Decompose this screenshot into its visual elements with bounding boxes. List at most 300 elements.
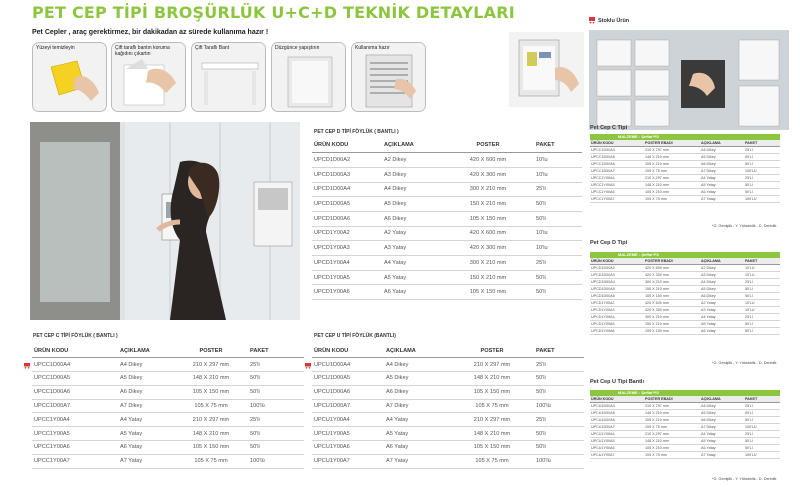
cell-code: UPCU1D00A4 [590, 403, 644, 410]
cell-poster: 300 X 210 mm [644, 314, 700, 321]
cell-pack: 25'Lİ [744, 403, 780, 410]
table-row [312, 441, 584, 455]
cell-code: UPCC1D00A4 [32, 358, 118, 372]
column-header-desc: AÇIKLAMA [118, 344, 174, 358]
cell-code: UPCC1Y00A5 [590, 182, 644, 189]
ready-to-use-illustration [352, 43, 426, 112]
cell-desc: A4 Yatay [700, 175, 744, 182]
column-header-desc: AÇIKLAMA [700, 396, 744, 403]
column-header-code: ÜRÜN KODU [312, 344, 384, 358]
cell-pack: 100'lü [534, 399, 584, 413]
cell-pack: 10'lu [534, 153, 582, 168]
column-header-desc: AÇIKLAMA [700, 140, 744, 147]
cell-pack: 25'li [534, 182, 582, 197]
cell-desc: A7 Dikey [700, 424, 744, 431]
cell-poster: 148 X 210 mm [644, 182, 700, 189]
cell-code: UPCC1Y00A4 [32, 413, 118, 427]
cell-pack: 10'LU [744, 265, 780, 272]
cell-pack: 25'Lİ [744, 431, 780, 438]
cell-code: UPCD1Y00A3 [590, 307, 644, 314]
cell-desc: A2 Yatay [382, 226, 442, 241]
cell-desc: A3 Dikey [700, 272, 744, 279]
cell-desc: A7 Yatay [700, 196, 744, 203]
cell-poster: 105 X 75 mm [644, 452, 700, 459]
cell-code: UPCD1Y00A2 [590, 300, 644, 307]
cell-desc: A5 Yatay [700, 321, 744, 328]
cell-desc: A4 Dikey [700, 147, 744, 154]
cell-poster: 148 X 210 mm [644, 410, 700, 417]
cell-poster: 105 X 210 mm [644, 161, 700, 168]
cell-pack: 50'li [534, 270, 582, 285]
cell-poster: 105 X 75 mm [644, 196, 700, 203]
cell-desc: A2 Dikey [700, 265, 744, 272]
cell-desc: A5 Dikey [700, 286, 744, 293]
step-label: Kullanıma hazır [355, 45, 390, 51]
cell-code: UPCC1D00A5 [32, 372, 118, 386]
cell-pack: 25'li [534, 413, 584, 427]
cell-pack: 10'lu [534, 241, 582, 256]
cell-desc: A5 Dikey [700, 154, 744, 161]
table-row [32, 399, 304, 413]
cell-pack: 10'lu [534, 226, 582, 241]
cell-pack: 100'lü [248, 399, 304, 413]
cell-pack: 50'li [534, 211, 582, 226]
cell-code: UPCC1Y00A7 [32, 454, 118, 468]
cell-poster: 210 X 297 mm [644, 147, 700, 154]
spec-table-u-grid [590, 396, 780, 459]
cell-code: UPCC1Y00A4 [590, 175, 644, 182]
cell-code: UPCU1D00A6 [312, 385, 384, 399]
material-label: MALZEME : Şeffaf PS [590, 252, 780, 258]
cell-pack: 50'Lİ [744, 182, 780, 189]
table-row [590, 300, 780, 307]
cell-pack: 50'Lİ [744, 161, 780, 168]
cell-poster: 150 X 210 mm [644, 321, 700, 328]
section-title-c: PET CEP C TİPİ FÖYLÜK ( BANTLI ) [33, 333, 118, 339]
column-header-poster: POSTER EBADI [644, 258, 700, 265]
cell-poster: 420 X 300 mm [644, 272, 700, 279]
table-row [312, 270, 582, 285]
stock-marker-icon [305, 362, 312, 369]
cell-pack: 50'li [534, 372, 584, 386]
cell-code: UPCU1Y00A5 [590, 438, 644, 445]
cell-desc: A5 Dikey [700, 410, 744, 417]
table-row [32, 427, 304, 441]
table-row [590, 265, 780, 272]
cell-code: UPCU1D00A4 [312, 358, 384, 372]
cell-poster: 148 X 210 mm [644, 154, 700, 161]
cell-poster: 210 X 297 mm [644, 431, 700, 438]
cell-pack: 100'lü [534, 454, 584, 468]
cell-pack: 10'LU [744, 272, 780, 279]
cell-desc: A4 Dikey [382, 182, 442, 197]
cell-poster: 210 X 297 mm [644, 403, 700, 410]
cell-pack: 50'Lİ [744, 417, 780, 424]
cell-poster: 420 X 600 mm [442, 226, 534, 241]
cell-pack: 50'li [248, 372, 304, 386]
cell-desc: A5 Yatay [384, 427, 450, 441]
cell-code: UPCU1Y00A4 [590, 431, 644, 438]
cell-poster: 148 X 210 mm [174, 427, 248, 441]
cell-desc: A6 Yatay [700, 189, 744, 196]
cell-desc: A4 Yatay [118, 413, 174, 427]
cell-desc: A7 Dikey [700, 168, 744, 175]
cell-desc: A6 Yatay [700, 328, 744, 335]
cell-code: UPCD1Y00A5 [590, 321, 644, 328]
column-header-pack: PAKET [534, 344, 584, 358]
cell-pack: 50'Lİ [744, 328, 780, 335]
cell-pack: 25'Lİ [744, 147, 780, 154]
cell-poster: 210 X 297 mm [644, 175, 700, 182]
cell-code: UPCC1Y00A5 [32, 427, 118, 441]
cell-pack: 100'lü [248, 454, 304, 468]
cell-code: UPCU1Y00A5 [312, 427, 384, 441]
cell-code: UPCD1D00A5 [312, 197, 382, 212]
cell-desc: A5 Dikey [384, 372, 450, 386]
table-row [590, 417, 780, 424]
cell-code: UPCD1Y00A6 [312, 285, 382, 300]
cell-poster: 150 X 210 mm [442, 270, 534, 285]
table-row [312, 454, 584, 468]
table-row [312, 285, 582, 300]
cell-pack: 25'li [248, 413, 304, 427]
cell-poster: 105 X 210 mm [644, 189, 700, 196]
table-row [312, 211, 582, 226]
office-photo [30, 122, 300, 320]
table-row [590, 438, 780, 445]
table-row [32, 441, 304, 455]
cell-poster: 105 X 75 mm [450, 399, 534, 413]
cell-pack: 50'Lİ [744, 189, 780, 196]
cell-desc: A4 Dikey [118, 358, 174, 372]
cell-desc: A2 Yatay [700, 300, 744, 307]
cleaning-cloth-illustration [33, 43, 107, 112]
cell-code: UPCD1D00A2 [312, 153, 382, 168]
cell-code: UPCU1D00A5 [590, 410, 644, 417]
material-label: MALZEME : Şeffaf PS [590, 134, 780, 140]
cell-pack: 50'Lİ [744, 293, 780, 300]
cell-poster: 300 X 210 mm [442, 256, 534, 271]
cell-poster: 210 X 297 mm [450, 358, 534, 372]
cell-pack: 50'Lİ [744, 438, 780, 445]
table-row [32, 454, 304, 468]
display-photo [589, 30, 789, 130]
cell-pack: 50'Lİ [744, 321, 780, 328]
cell-code: UPCD1D00A4 [312, 182, 382, 197]
column-header-pack: PAKET [248, 344, 304, 358]
cell-desc: A6 Dikey [700, 161, 744, 168]
column-header-desc: AÇIKLAMA [700, 258, 744, 265]
cell-code: UPCU1D00A5 [312, 372, 384, 386]
table-row [590, 196, 780, 203]
cell-pack: 50'Lİ [744, 154, 780, 161]
table-row [312, 226, 582, 241]
spec-title-c: Pet Cep C Tipi [590, 125, 628, 131]
table-row [312, 427, 584, 441]
cell-pack: 25'Lİ [744, 279, 780, 286]
cell-poster: 148 X 210 mm [174, 372, 248, 386]
table-row [312, 399, 584, 413]
cell-poster: 420 X 300 mm [644, 307, 700, 314]
cell-pack: 10'lu [534, 167, 582, 182]
cell-code: UPCD1D00A6 [312, 211, 382, 226]
cell-poster: 420 X 600 mm [644, 300, 700, 307]
cell-desc: A5 Yatay [382, 270, 442, 285]
step-label: Düzgünce yapıştırın [275, 45, 320, 51]
spec-footnote: *G. Genişlik - Y. Yükseklik - D. Derinlik [712, 361, 777, 365]
table-row [312, 372, 584, 386]
cell-desc: A7 Yatay [384, 454, 450, 468]
column-header-poster: POSTER EBADI [644, 140, 700, 147]
cell-desc: A5 Yatay [700, 438, 744, 445]
column-header-code: ÜRÜN KODU [590, 396, 644, 403]
cell-desc: A3 Yatay [700, 307, 744, 314]
cell-code: UPCU1Y00A7 [312, 454, 384, 468]
cell-desc: A5 Dikey [118, 372, 174, 386]
cell-poster: 105 X 75 mm [174, 399, 248, 413]
table-row [590, 182, 780, 189]
table-row [32, 358, 304, 372]
cell-desc: A6 Yatay [382, 285, 442, 300]
cell-poster: 210 X 297 mm [174, 413, 248, 427]
cell-poster: 105 X 150 mm [442, 211, 534, 226]
table-row [590, 314, 780, 321]
cell-pack: 50'li [534, 385, 584, 399]
cell-pack: 100'LÜ [744, 424, 780, 431]
cell-poster: 105 X 210 mm [644, 445, 700, 452]
cell-code: UPCD1Y00A2 [312, 226, 382, 241]
cell-code: UPCU1D00A6 [590, 417, 644, 424]
cell-pack: 50'li [534, 285, 582, 300]
cell-code: UPCD1D00A3 [590, 272, 644, 279]
cell-code: UPCU1Y00A6 [590, 445, 644, 452]
cell-pack: 50'li [534, 427, 584, 441]
cell-poster: 105 X 210 mm [644, 417, 700, 424]
spec-table-d [590, 252, 780, 335]
cell-code: UPCD1Y00A4 [590, 314, 644, 321]
cell-poster: 105 X 150 mm [450, 385, 534, 399]
column-header-code: ÜRÜN KODU [312, 138, 382, 153]
cell-pack: 10'LU [744, 307, 780, 314]
cell-code: UPCC1Y00A6 [32, 441, 118, 455]
cell-poster: 105 X 75 mm [174, 454, 248, 468]
table-row [590, 410, 780, 417]
cell-pack: 25'Lİ [744, 314, 780, 321]
cell-poster: 105 X 75 mm [644, 424, 700, 431]
cell-desc: A7 Dikey [118, 399, 174, 413]
column-header-desc: AÇIKLAMA [382, 138, 442, 153]
cell-code: UPCD1Y00A4 [312, 256, 382, 271]
step-card [111, 42, 186, 112]
cell-poster: 210 X 297 mm [174, 358, 248, 372]
table-row [312, 256, 582, 271]
cell-desc: A5 Yatay [118, 427, 174, 441]
cell-pack: 50'li [534, 441, 584, 455]
column-header-code: ÜRÜN KODU [590, 140, 644, 147]
table-row [590, 175, 780, 182]
cell-code: UPCC1D00A6 [590, 161, 644, 168]
cell-code: UPCC1D00A5 [590, 154, 644, 161]
spec-footnote: *G. Genişlik - Y. Yükseklik - D. Derinlik [712, 477, 777, 481]
column-header-poster: POSTER [450, 344, 534, 358]
cell-pack: 100'LÜ [744, 196, 780, 203]
column-header-poster: POSTER [442, 138, 534, 153]
cell-desc: A3 Dikey [382, 167, 442, 182]
cell-poster: 300 X 210 mm [442, 182, 534, 197]
stick-panel-illustration [272, 43, 346, 112]
cell-code: UPCC1D00A4 [590, 147, 644, 154]
table-c-bantli [32, 344, 304, 469]
double-sided-tape-illustration [192, 43, 266, 112]
column-header-poster: POSTER [174, 344, 248, 358]
step-card [191, 42, 266, 112]
cell-poster: 420 X 300 mm [442, 167, 534, 182]
cell-pack: 100'LÜ [744, 168, 780, 175]
cell-code: UPCD1D00A3 [312, 167, 382, 182]
cell-pack: 50'Lİ [744, 286, 780, 293]
table-row [590, 189, 780, 196]
table-row [590, 445, 780, 452]
spec-footnote: *G. Genişlik - Y. Yükseklik - D. Derinlik [712, 224, 777, 228]
cell-poster: 150 X 210 mm [644, 286, 700, 293]
cell-desc: A4 Dikey [700, 403, 744, 410]
cell-code: UPCU1D00A7 [590, 424, 644, 431]
cell-pack: 25'li [248, 358, 304, 372]
page-title: PET CEP TİPİ BROŞÜRLÜK U+C+D TEKNİK DETAYLARI [32, 3, 515, 22]
cell-pack: 50'Lİ [744, 410, 780, 417]
cell-poster: 105 X 75 mm [450, 454, 534, 468]
step-label: Çift Taraflı Bant [195, 45, 230, 51]
cell-desc: A2 Dikey [382, 153, 442, 168]
table-row [32, 385, 304, 399]
cell-pack: 50'li [534, 197, 582, 212]
cell-pack: 50'li [248, 385, 304, 399]
cell-desc: A6 Dikey [382, 211, 442, 226]
table-row [312, 197, 582, 212]
table-row [32, 413, 304, 427]
cell-poster: 105 X 150 mm [174, 385, 248, 399]
cell-code: UPCC1D00A7 [590, 168, 644, 175]
cell-desc: A6 Yatay [118, 441, 174, 455]
cell-pack: 25'li [534, 256, 582, 271]
table-row [312, 241, 582, 256]
cell-code: UPCU1Y00A6 [312, 441, 384, 455]
cell-code: UPCD1Y00A5 [312, 270, 382, 285]
cell-poster: 148 X 210 mm [450, 427, 534, 441]
cell-code: UPCD1D00A2 [590, 265, 644, 272]
cell-desc: A4 Yatay [700, 314, 744, 321]
column-header-code: ÜRÜN KODU [32, 344, 118, 358]
cell-desc: A7 Yatay [700, 452, 744, 459]
table-row [590, 452, 780, 459]
cell-poster: 148 X 210 mm [644, 438, 700, 445]
cell-poster: 105 X 150 mm [644, 293, 700, 300]
stock-label: Stoklu Ürün [598, 18, 630, 24]
spec-title-d: Pet Cep D Tipi [590, 240, 628, 246]
table-row [312, 385, 584, 399]
table-row [590, 328, 780, 335]
material-label: MALZEME : Şeffaf PS [590, 390, 780, 396]
cell-desc: A6 Yatay [700, 445, 744, 452]
step-label: Yüzeyi temizleyin [36, 45, 75, 51]
shopping-cart-icon [589, 16, 596, 24]
cell-desc: A6 Dikey [700, 417, 744, 424]
table-row [590, 307, 780, 314]
cell-desc: A6 Dikey [118, 385, 174, 399]
cell-desc: A6 Dikey [384, 385, 450, 399]
column-header-desc: AÇIKLAMA [384, 344, 450, 358]
column-header-poster: POSTER EBADI [644, 396, 700, 403]
cell-pack: 100'LÜ [744, 452, 780, 459]
section-title-u: PET CEP U TİPİ FÖYLÜK (BANTLI) [314, 333, 396, 339]
table-row [590, 431, 780, 438]
table-row [312, 182, 582, 197]
table-row [312, 413, 584, 427]
spec-table-c [590, 134, 780, 203]
cell-desc: A4 Yatay [382, 256, 442, 271]
cell-poster: 105 X 150 mm [450, 441, 534, 455]
table-row [590, 293, 780, 300]
cell-code: UPCD1D00A5 [590, 286, 644, 293]
cell-poster: 148 X 210 mm [450, 372, 534, 386]
cell-desc: A5 Yatay [700, 182, 744, 189]
cell-desc: A4 Dikey [384, 358, 450, 372]
cell-code: UPCU1D00A7 [312, 399, 384, 413]
table-row [590, 424, 780, 431]
cell-poster: 420 X 600 mm [644, 265, 700, 272]
cell-code: UPCU1Y00A7 [590, 452, 644, 459]
section-title-d: PET CEP D TİPİ FÖYLÜK ( BANTLI ) [314, 129, 399, 135]
cell-poster: 420 X 300 mm [442, 241, 534, 256]
cell-poster: 300 X 210 mm [644, 279, 700, 286]
table-row [590, 279, 780, 286]
cell-desc: A7 Yatay [118, 454, 174, 468]
cell-poster: 105 X 150 mm [644, 328, 700, 335]
cell-code: UPCC1Y00A6 [590, 189, 644, 196]
cell-desc: A4 Yatay [700, 431, 744, 438]
cell-pack: 25'Lİ [744, 175, 780, 182]
cell-desc: A6 Yatay [384, 441, 450, 455]
table-row [590, 286, 780, 293]
cell-code: UPCC1D00A7 [32, 399, 118, 413]
cell-desc: A3 Yatay [382, 241, 442, 256]
spec-table-u [590, 390, 780, 459]
table-row [590, 168, 780, 175]
cell-pack: 10'LU [744, 300, 780, 307]
column-header-pack: PAKET [744, 140, 780, 147]
cell-desc: A7 Dikey [384, 399, 450, 413]
column-header-code: ÜRÜN KODU [590, 258, 644, 265]
cell-code: UPCC1D00A6 [32, 385, 118, 399]
cell-poster: 150 X 210 mm [442, 197, 534, 212]
table-d-bantli [312, 138, 582, 300]
cell-pack: 50'Lİ [744, 445, 780, 452]
table-row [590, 154, 780, 161]
table-u-bantli [312, 344, 584, 469]
table-row [312, 167, 582, 182]
table-row [32, 372, 304, 386]
step-card [32, 42, 107, 112]
step-card [271, 42, 346, 112]
table-row [590, 272, 780, 279]
column-header-pack: PAKET [534, 138, 582, 153]
step-label: Çift taraflı bantın koruma kağıdını çıkartın [115, 45, 170, 57]
cell-code: UPCU1Y00A4 [312, 413, 384, 427]
cell-poster: 210 X 297 mm [450, 413, 534, 427]
cell-desc: A6 Dikey [700, 293, 744, 300]
page-subtitle: Pet Cepler , araç gerektirmez, bir dakikadan az sürede kullanıma hazır ! [32, 29, 269, 36]
cell-desc: A5 Dikey [382, 197, 442, 212]
